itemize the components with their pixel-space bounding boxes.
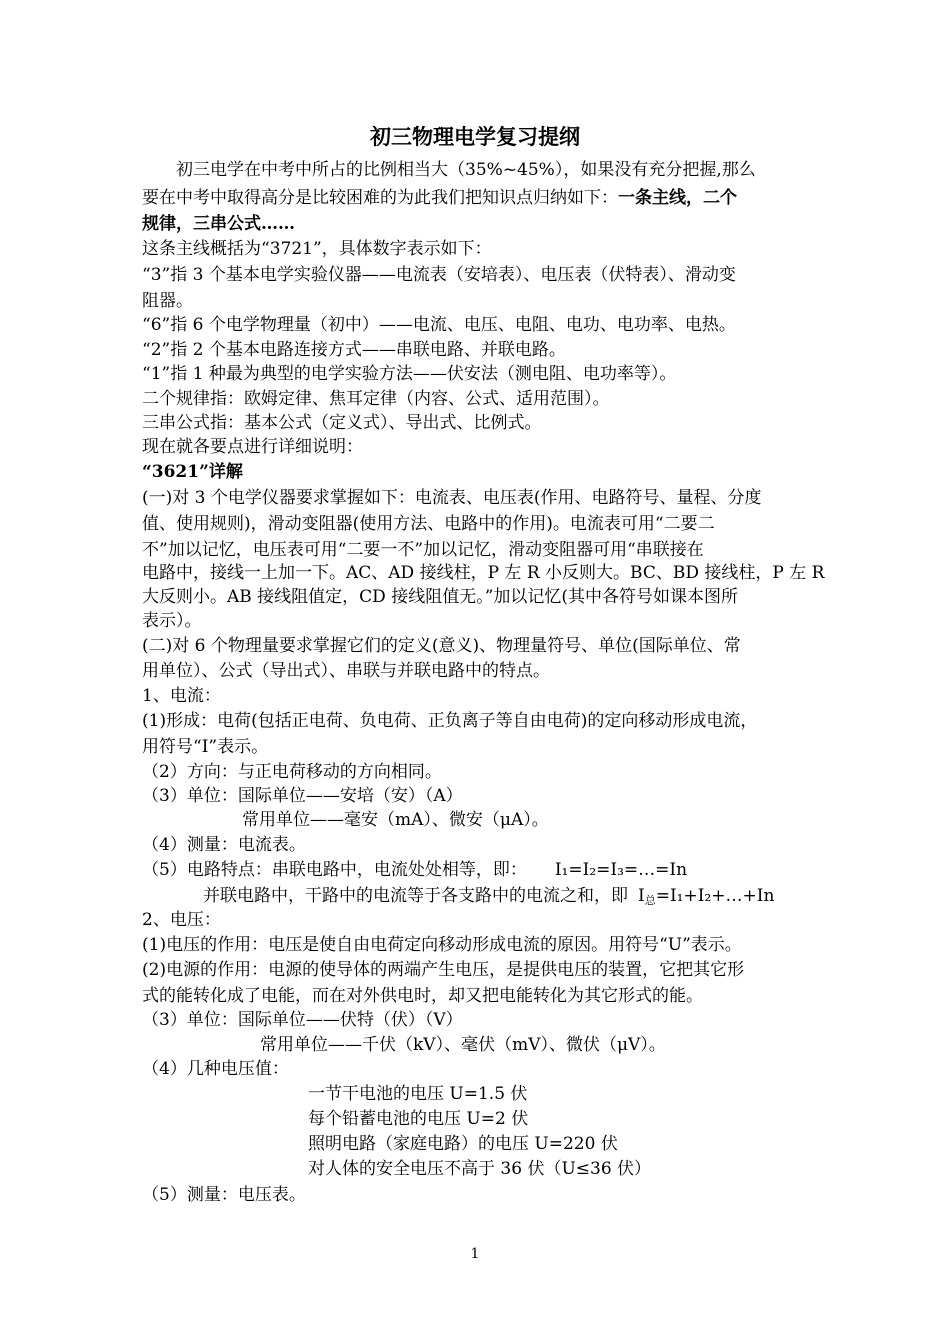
intro-line-3: 规律，三串公式…… (142, 214, 295, 234)
voltage-1: (1)电压的作用：电压是使自由电荷定向移动形成电流的原因。用符号“U”表示。 (142, 935, 742, 955)
current-3-line-1: （3）单位：国际单位——安培（安）（A） (142, 786, 463, 806)
laws-line: 二个规律指：欧姆定律、焦耳定律（内容、公式、适用范围）。 (142, 389, 610, 409)
intro-line-2 (142, 186, 737, 210)
page-number: 1 (470, 1246, 480, 1262)
current-5-parallel-formula (638, 886, 774, 906)
current-heading: 1、电流： (142, 686, 221, 706)
item-1: “1”指 1 种最为典型的电学实验方法——伏安法（测电阻、电功率等）。 (142, 364, 677, 384)
current-5-series-formula: I₁=I₂=I₃=…=In (554, 860, 688, 880)
voltage-2-line-2: 式的能转化成了电能，而在对外供电时，却又把电能转化为其它形式的能。 (142, 986, 703, 1006)
mainline-summary: 这条主线概括为“3721”，具体数字表示如下： (142, 239, 492, 259)
item-6: “6”指 6 个电学物理量（初中）——电流、电压、电阻、电功、电功率、电热。 (142, 315, 736, 335)
current-1-line-1: (1)形成：电荷(包括正电荷、负电荷、正负离子等自由电荷)的定向移动形成电流， (142, 711, 758, 731)
voltage-value-battery: 一节干电池的电压 U=1.5 伏 (308, 1084, 528, 1104)
current-3-line-2: 常用单位——毫安（mA）、微安（μA）。 (242, 810, 549, 830)
voltage-value-safe: 对人体的安全电压不高于 36 伏（U≤36 伏） (308, 1159, 652, 1179)
formula-total-subscript: 总 (644, 894, 656, 907)
item-2: “2”指 2 个基本电路连接方式——串联电路、并联电路。 (142, 340, 566, 360)
paragraph-1-line-1: (一)对 3 个电学仪器要求掌握如下：电流表、电压表(作用、电路符号、量程、分度 (142, 488, 762, 508)
paragraph-1-line-6: 表示）。 (142, 611, 202, 631)
intro-line-2-text: 要在中考中取得高分是比较困难的为此我们把知识点归纳如下： (142, 188, 618, 208)
formula-sum: =I₁+I₂+…+In (655, 886, 775, 906)
current-5-parallel-text: 并联电路中，干路中的电流等于各支路中的电流之和，即 (203, 886, 628, 906)
voltage-3-line-2: 常用单位——千伏（kV）、毫伏（mV）、微伏（μV）。 (260, 1035, 666, 1055)
current-5-line-1 (142, 858, 687, 882)
voltage-heading: 2、电压： (142, 910, 221, 930)
intro-emphasis: 一条主线，二个 (618, 188, 737, 208)
voltage-value-household: 照明电路（家庭电路）的电压 U=220 伏 (308, 1134, 618, 1154)
paragraph-2-line-1: (二)对 6 个物理量要求掌握它们的定义(意义)、物理量符号、单位(国际单位、常 (142, 636, 741, 656)
page-title: 初三物理电学复习提纲 (370, 124, 580, 149)
paragraph-1-line-3: 不”加以记忆，电压表可用“二要一不”加以记忆，滑动变阻器可用“串联接在 (142, 540, 704, 560)
paragraph-1-line-5: 大反则小。AB 接线阻值定，CD 接线阻值无。”加以记忆(其中各符号如课本图所 (142, 587, 739, 607)
current-5-line-2 (203, 884, 774, 908)
current-1-line-2: 用符号“I”表示。 (142, 737, 269, 757)
intro-line-1: 初三电学在中考中所占的比例相当大（35%~45%），如果没有充分把握,那么 (176, 160, 756, 180)
voltage-value-lead-acid: 每个铅蓄电池的电压 U=2 伏 (308, 1109, 529, 1129)
paragraph-1-line-2: 值、使用规则)，滑动变阻器(使用方法、电路中的作用)。电流表可用“二要二 (142, 514, 715, 534)
section-heading: “3621”详解 (142, 462, 243, 482)
voltage-3-line-1: （3）单位：国际单位——伏特（伏）（V） (142, 1010, 463, 1030)
paragraph-2-line-2: 用单位）、公式（导出式）、串联与并联电路中的特点。 (142, 661, 550, 681)
current-4: （4）测量：电流表。 (142, 835, 306, 855)
item-3-line-1: “3”指 3 个基本电学实验仪器——电流表（安培表）、电压表（伏特表）、滑动变 (142, 265, 736, 285)
detail-intro: 现在就各要点进行详细说明： (142, 437, 363, 457)
formulas-line: 三串公式指：基本公式（定义式）、导出式、比例式。 (142, 413, 542, 433)
voltage-4: （4）几种电压值： (142, 1059, 289, 1079)
voltage-5: （5）测量：电压表。 (142, 1185, 306, 1205)
voltage-2-line-1: (2)电源的作用：电源的使导体的两端产生电压，是提供电压的装置，它把其它形 (142, 960, 745, 980)
current-2: （2）方向：与正电荷移动的方向相同。 (142, 762, 442, 782)
paragraph-1-line-4: 电路中，接线一上加一下。AC、AD 接线柱，P 左 R 小反则大。BC、BD 接线柱，P 左 R (142, 563, 825, 583)
formula-total-symbol: I (638, 886, 645, 906)
item-3-line-2: 阻器。 (142, 291, 193, 311)
current-5-series-text: （5）电路特点：串联电路中，电流处处相等，即： (142, 860, 527, 880)
